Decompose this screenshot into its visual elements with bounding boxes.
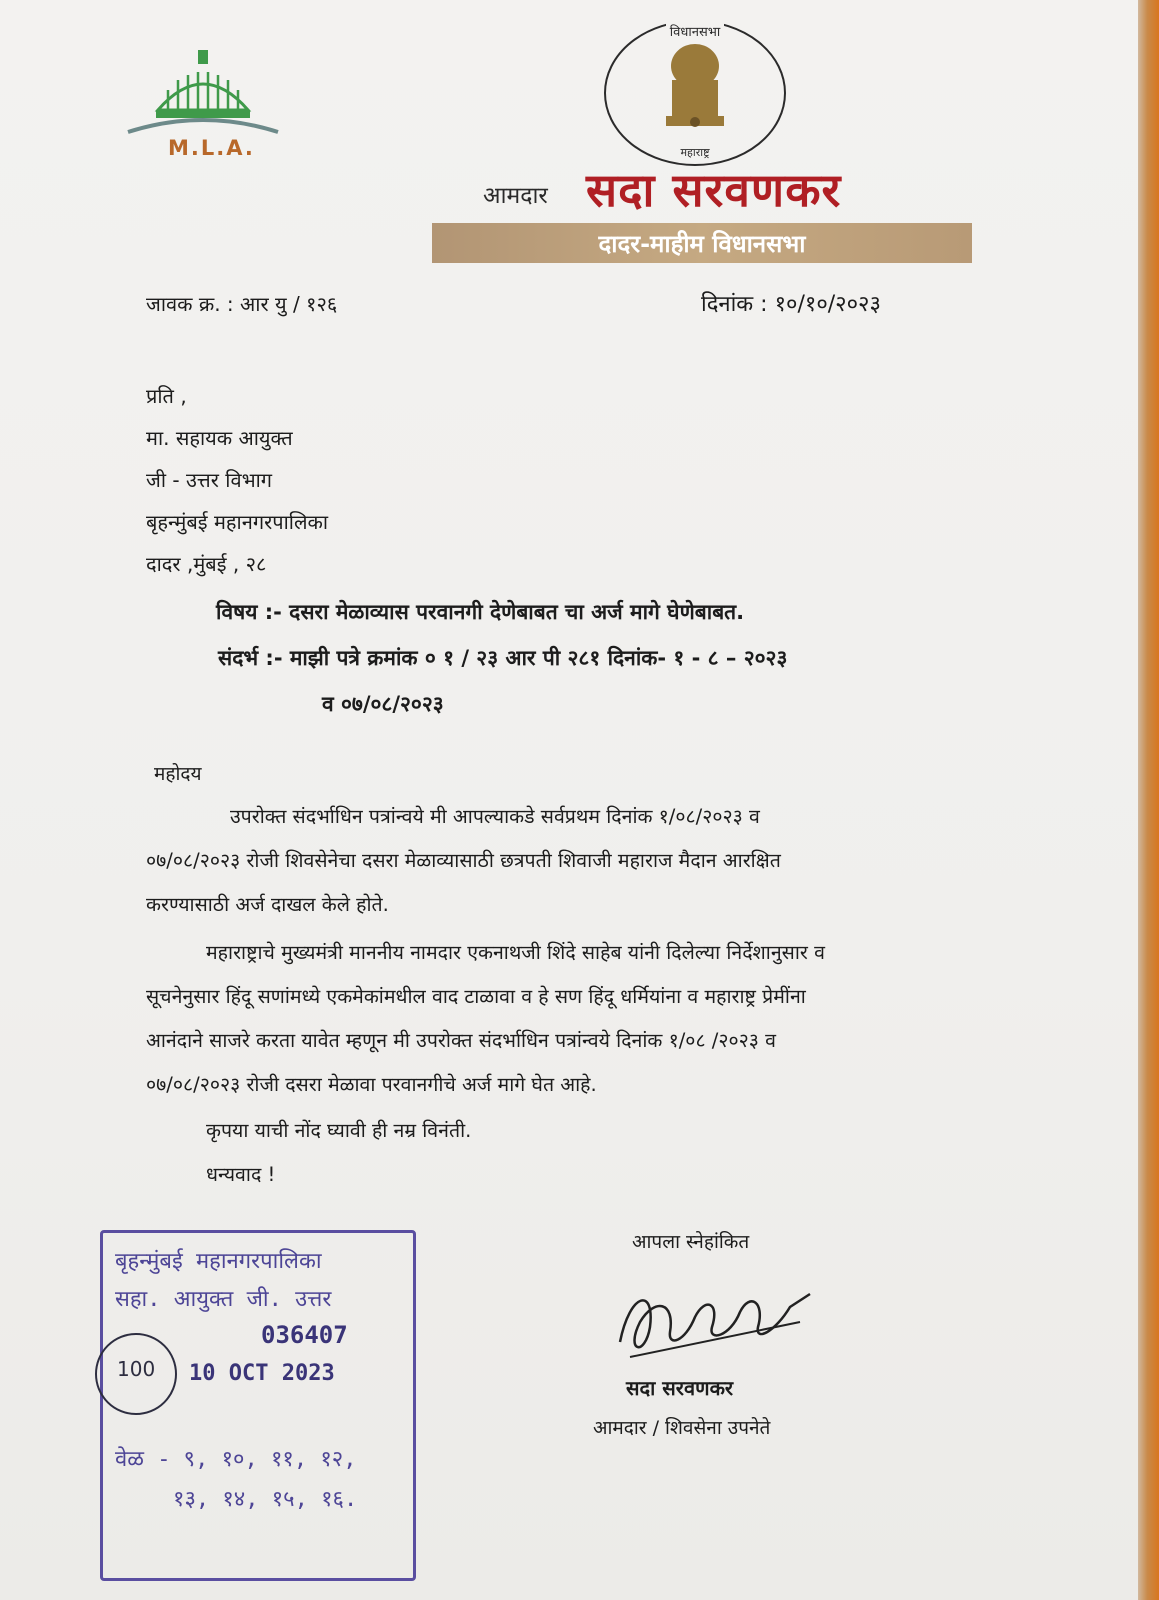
signatory-title: आमदार / शिवसेना उपनेते [593, 1417, 771, 1439]
stamp-department-line: सहा. आयुक्त जी. उत्तर [115, 1287, 332, 1312]
mla-name-heading: सदा सरवणकर [586, 163, 842, 217]
recipient-line: दादर ,मुंबई , २८ [146, 552, 267, 576]
recipient-line: बृहन्मुंबई महानगरपालिका [146, 510, 329, 534]
thanks-line: धन्यवाद ! [206, 1163, 276, 1186]
body-line: सूचनेनुसार हिंदू सणांमध्ये एकमेकांमधील वाद टाळावा व हे सण हिंदू धर्मियांना व महाराष्ट्र प्रेमींना [146, 985, 806, 1008]
stamp-office-line: बृहन्मुंबई महानगरपालिका [115, 1249, 322, 1274]
recipient-line: जी - उत्तर विभाग [146, 468, 273, 492]
salutation: महोदय [154, 763, 202, 785]
stamp-time-line: वेळ - ९, १०, ११, १२, [115, 1447, 357, 1472]
recipient-address [146, 375, 328, 585]
body-line: आनंदाने साजरे करता यावेत म्हणून मी उपरोक्त संदर्भाधिन पत्रांन्वये दिनांक १/०८ /२०२३ व [146, 1029, 776, 1052]
stamp-serial-number: 036407 [261, 1321, 348, 1349]
body-line: ०७/०८/२०२३ रोजी शिवसेनेचा दसरा मेळाव्यासाठी छत्रपती शिवाजी महाराज मैदान आरक्षित [146, 849, 781, 872]
recipient-line: मा. सहायक आयुक्त [146, 426, 293, 450]
body-line: महाराष्ट्राचे मुख्यमंत्री माननीय नामदार एकनाथजी शिंदे साहेब यांनी दिलेल्या निर्देशानुसार व [206, 941, 825, 964]
outward-reference-number: जावक क्र. : आर यु / १२६ [146, 292, 338, 316]
circled-number-text: 100 [117, 1357, 156, 1381]
body-line: करण्यासाठी अर्ज दाखल केले होते. [146, 893, 389, 916]
state-emblem-icon [600, 18, 790, 168]
emblem-bottom-text: महाराष्ट्र [680, 146, 710, 159]
closing-phrase: आपला स्नेहांकित [632, 1231, 750, 1253]
reference-line: संदर्भ :- माझी पत्रे क्रमांक ० १ / २३ आर पी २८१ दिनांक- १ - ८ – २०२३ [218, 646, 788, 670]
title-prefix: आमदार [483, 183, 548, 209]
request-line: कृपया याची नोंद घ्यावी ही नम्र विनंती. [206, 1119, 472, 1142]
constituency-band: दादर-माहीम विधानसभा [432, 223, 972, 263]
reference-line-continued: व ०७/०८/२०२३ [322, 692, 444, 716]
recipient-line: प्रति , [146, 384, 187, 408]
emblem-top-text: विधानसभा [669, 25, 721, 40]
received-stamp [100, 1230, 416, 1581]
body-line: उपरोक्त संदर्भाधिन पत्रांन्वये मी आपल्याकडे सर्वप्रथम दिनांक १/०८/२०२३ व [230, 805, 760, 828]
mla-label: M.L.A. [168, 136, 255, 160]
signatory-name: सदा सरवणकर [626, 1376, 734, 1400]
subject-line: विषय :- दसरा मेळाव्यास परवानगी देणेबाबत चा अर्ज मागे घेणेबाबत. [216, 600, 745, 624]
stamp-circled-number [95, 1333, 177, 1415]
stamp-date: 10 OCT 2023 [189, 1361, 335, 1386]
handwritten-signature [600, 1272, 830, 1372]
stamp-time-line: १३, १४, १५, १६. [173, 1487, 358, 1512]
body-line: ०७/०८/२०२३ रोजी दसरा मेळावा परवानगीचे अर्ज मागे घेत आहे. [146, 1073, 597, 1096]
letter-date: दिनांक : १०/१०/२०२३ [701, 292, 881, 317]
